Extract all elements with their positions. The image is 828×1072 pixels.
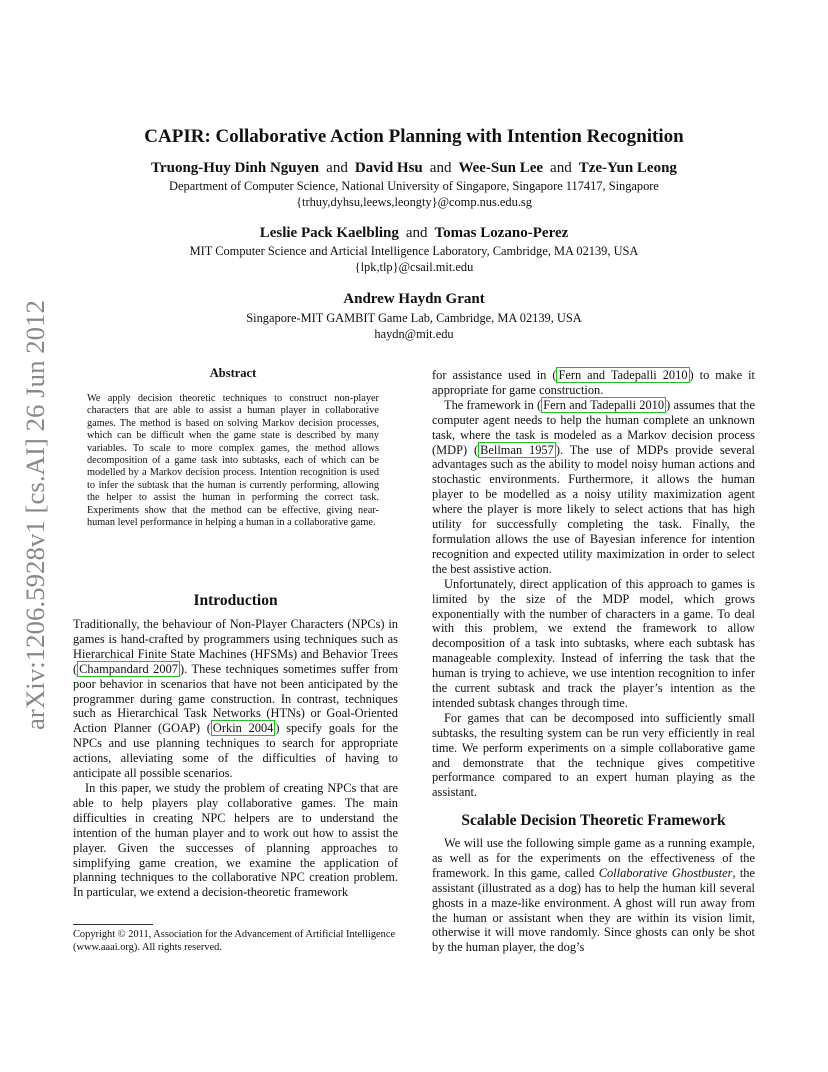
author-separator: and bbox=[550, 160, 572, 176]
paragraph: Unfortunately, direct application of this approach to games is limited by the size of the MDP model, which grows exponentially with the number of characters in a game. To deal with this problem, we extend the framework to allow decomposition of a task into subtasks, where each subtask has manageable complexity. Instead of inferring the task that the human is trying to achieve, we use intention recognition to infer the current subtask and track the player’s intention as the intended subtask changes through time. bbox=[432, 576, 755, 710]
author-line-2 bbox=[60, 225, 768, 242]
affiliation-3: Singapore-MIT GAMBIT Game Lab, Cambridge, MA 02139, USA bbox=[246, 311, 582, 325]
citation-link[interactable]: Bellman 1957 bbox=[480, 442, 554, 457]
email-3: haydn@mit.edu bbox=[374, 327, 454, 341]
author-separator: and bbox=[429, 160, 452, 176]
text-run: We will use the following simple game as a running example, as well as for the experiments on the effectiveness of the framework. In this game, called bbox=[432, 836, 755, 880]
author-line-1 bbox=[60, 160, 768, 177]
author-name: Andrew Haydn Grant bbox=[343, 291, 485, 307]
affiliation-2: MIT Computer Science and Articial Intelligence Laboratory, Cambridge, MA 02139, USA bbox=[189, 244, 639, 258]
copyright-footnote bbox=[73, 928, 398, 954]
author-separator: and bbox=[326, 160, 348, 176]
introduction-heading: Introduction bbox=[193, 592, 278, 609]
email-1: {trhuy,dyhsu,leews,leongty}@comp.nus.edu.sg bbox=[296, 195, 532, 209]
author-name: Wee-Sun Lee bbox=[458, 160, 544, 176]
author-name: Truong-Huy Dinh Nguyen bbox=[151, 160, 320, 176]
text-run: ) to make it appropriate for game construction. bbox=[432, 368, 756, 397]
citation-link[interactable]: Fern and Tadepalli 2010 bbox=[558, 368, 688, 382]
game-name: Collaborative Ghostbuster bbox=[598, 865, 733, 880]
text-run: The framework in ( bbox=[444, 397, 542, 412]
text-run: ) specify goals for the NPCs and use planning techniques to search for appropriate actions, alleviating some of the difficulties of having to anticipate all possible scenarios. bbox=[73, 721, 398, 781]
affiliation-1: Department of Computer Science, National University of Singapore, Singapore 117417, Singapore bbox=[169, 179, 659, 193]
paragraph bbox=[432, 368, 755, 398]
author-separator: and bbox=[405, 225, 428, 241]
footnote-rule bbox=[73, 924, 153, 925]
right-column-top bbox=[432, 368, 755, 800]
text-run: ) assumes that the computer agent needs to help the human complete an unknown task, where the task is modeled as a Markov decision process (MDP) ( bbox=[432, 397, 755, 457]
text-run: , the assistant (illustrated as a dog) has to help the human kill several ghosts in a maze-like environment. A ghost will run away from the human or assistant when they are within its vision limit, otherwise it will move randomly. Since ghosts can only be shot by the human player, the dog’s bbox=[432, 865, 755, 955]
left-column bbox=[73, 617, 398, 900]
text-run: Traditionally, the behaviour of Non-Player Characters (NPCs) in games is hand-crafted by programmers using techniques such as Hierarchical Finite State Machines (HFSMs) and Behavior Trees ( bbox=[73, 617, 398, 676]
arxiv-stamp bbox=[14, 300, 54, 740]
paragraph: For games that can be decomposed into sufficiently small subtasks, the resulting system can be run very efficiently in real time. We perform experiments on a simple collaborative game and demonstrate that the technique gives competitive performance compared to an expert human playing as the assistant. bbox=[432, 710, 755, 800]
paragraph bbox=[73, 617, 398, 781]
text-run: Copyright bbox=[73, 929, 118, 940]
author-name: David Hsu bbox=[354, 160, 423, 176]
paper-title: CAPIR: Collaborative Action Planning with Intention Recognition bbox=[144, 126, 684, 147]
paragraph bbox=[432, 398, 755, 577]
text-run: 2011, Association for the Advancement of Artificial Intelligence (www.aaai.org). All rights reserved. bbox=[73, 929, 396, 953]
citation-link[interactable]: Fern and Tadepalli 2010 bbox=[543, 397, 665, 412]
paragraph bbox=[432, 836, 755, 955]
author-name: Tomas Lozano-Perez bbox=[434, 225, 569, 241]
text-run: ). The use of MDPs provide several advantages such as the ability to model noisy human actions and stochastic environments. Furthermore, it allows the human player to be modelled as a noisy utility maximization agent where the player is more likely to select actions that has high utility for successfully completing the task. Finally, the formulation allows the use of Bayesian inference for intention recognition and expected utility maximization in order to select the best assistive action. bbox=[432, 442, 755, 576]
abstract-text: We apply decision theoretic techniques to construct non-player characters that are able to assist a human player in collaborative games. The method is based on solving Markov decision processes, which can be difficult when the game state is described by many variables. To scale to more complex games, the method allows decomposition of a game task into subtasks, each of which can be modelled by a Markov decision process. Intention recognition is used to infer the subtask that the human is currently performing, allowing the helper to assist the human in performing the correct task. Experiments show that the method can be effective, giving near-human level performance in helping a human in a collaborative game. bbox=[87, 393, 379, 529]
paragraph: In this paper, we study the problem of creating NPCs that are able to help players play collaborative games. The main difficulties in creating NPC helpers are to understand the intention of the human player and to work out how to assist the player. Given the successes of planning approaches to simplifying game creation, we examine the application of planning techniques to the collaborative NPC creation problem. In particular, we extend a decision-theoretic framework bbox=[73, 780, 398, 900]
text-run: for assistance used in ( bbox=[432, 368, 557, 382]
right-column-bottom bbox=[432, 836, 755, 955]
author-name: Tze-Yun Leong bbox=[578, 160, 677, 176]
section-heading: Scalable Decision Theoretic Framework bbox=[461, 812, 726, 829]
arxiv-stamp-text: arXiv:1206.5928v1 [cs.AI] 26 Jun 2012 bbox=[21, 314, 50, 730]
author-name: Leslie Pack Kaelbling bbox=[259, 225, 399, 241]
email-2: {lpk,tlp}@csail.mit.edu bbox=[354, 260, 474, 274]
abstract-heading: Abstract bbox=[209, 366, 257, 380]
author-line-3 bbox=[60, 291, 768, 308]
citation-link[interactable]: Orkin 2004 bbox=[212, 721, 274, 736]
text-run: ). These techniques sometimes suffer from poor behavior in scenarios that have not been anticipated by the programmer during game construction. In contrast, techniques such as Hierarchical Task Networks (HTNs) or Goal-Oriented Action Planner (GOAP) ( bbox=[73, 661, 398, 736]
copyright-symbol: © bbox=[117, 929, 126, 940]
citation-link[interactable]: Champandard 2007 bbox=[79, 661, 178, 676]
